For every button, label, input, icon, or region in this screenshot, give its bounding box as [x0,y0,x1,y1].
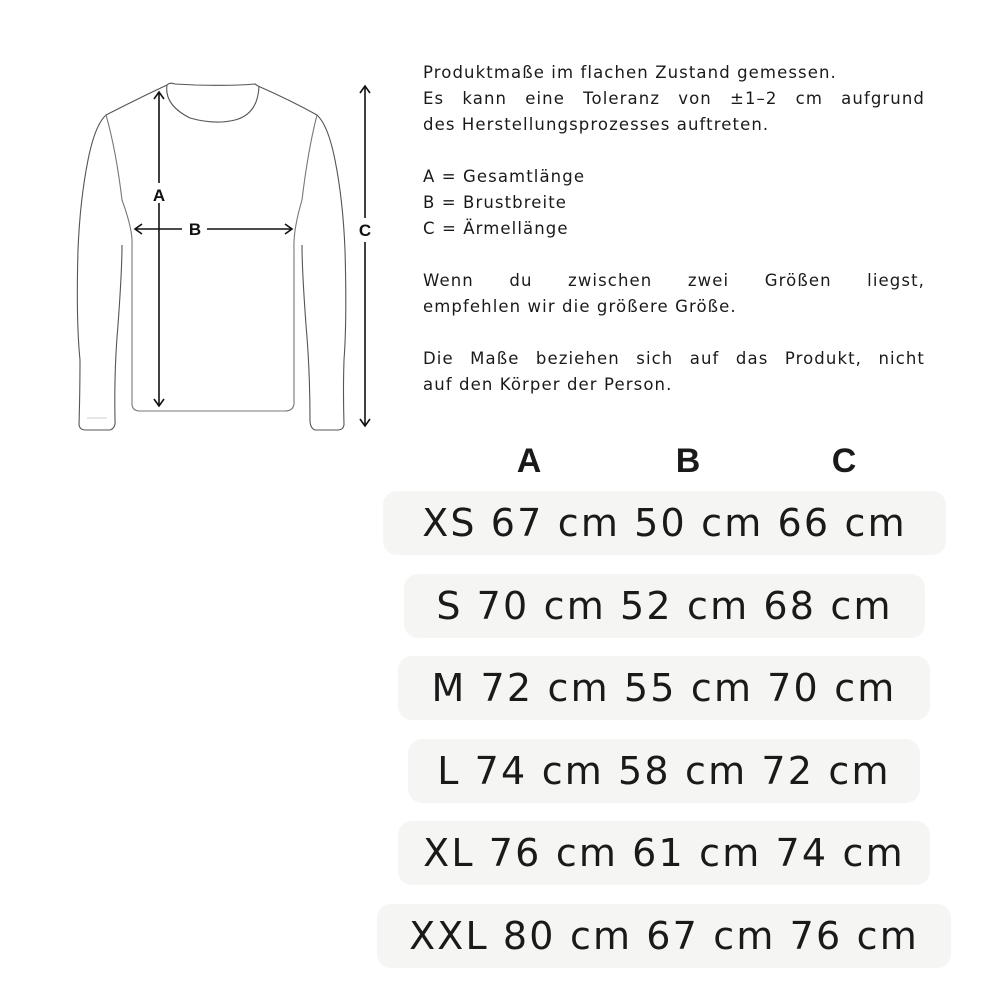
value-c: 74 cm [775,831,905,875]
size-label: XS [422,501,477,545]
value-c: 70 cm [767,666,897,710]
info-line: Die Maße beziehen sich auf das Produkt, nicht [423,349,925,368]
size-table-header [0,442,1000,486]
value-c: 66 cm [777,501,907,545]
table-row-xs [383,491,946,555]
longsleeve-shirt-outline-icon [60,70,400,440]
value-b: 67 cm [646,914,776,958]
table-row-xxl [377,904,951,968]
label-c: C [358,221,372,240]
value-b: 58 cm [618,749,748,793]
value-c: 76 cm [789,914,919,958]
size-diagram [60,70,400,440]
table-row-l [408,739,920,803]
label-b: B [188,220,202,239]
value-a: 80 cm [502,914,633,958]
info-line: Es kann eine Toleranz von ±1–2 cm aufgrund [423,89,925,108]
value-c: 68 cm [763,584,893,628]
info-line: des Herstellungsprozesses auftreten. [423,115,770,134]
value-b: 52 cm [619,584,750,628]
legend-a: A = Gesamtlänge [423,167,586,186]
legend-b: B = Brustbreite [423,193,568,212]
info-paragraph-measurement [423,60,925,138]
info-line: Produktmaße im flachen Zustand gemessen. [423,63,837,82]
value-b: 50 cm [634,501,764,545]
value-b: 55 cm [623,666,754,710]
value-a: 67 cm [490,501,621,545]
size-label: M [431,666,467,710]
value-a: 76 cm [488,831,619,875]
value-a: 70 cm [476,584,606,628]
label-a: A [152,186,166,205]
info-paragraph-product-note [423,346,925,398]
size-label: XXL [409,914,489,958]
value-b: 61 cm [632,831,762,875]
value-a: 74 cm [474,749,605,793]
info-line: auf den Körper der Person. [423,375,673,394]
value-a: 72 cm [480,666,610,710]
size-label: XL [423,831,475,875]
info-legend [423,164,925,242]
column-header-c: C [831,442,857,480]
value-c: 72 cm [761,749,891,793]
legend-c: C = Ärmellänge [423,219,569,238]
table-row-s [404,574,925,638]
table-row-m [398,656,930,720]
measurement-info [423,60,925,424]
table-row-xl [398,821,930,885]
column-header-a: A [516,442,542,480]
info-line: Wenn du zwischen zwei Größen liegst, [423,271,925,290]
info-paragraph-size-advice [423,268,925,320]
size-label: L [437,749,461,793]
info-line: empfehlen wir die größere Größe. [423,297,737,316]
size-label: S [436,584,463,628]
column-header-b: B [675,442,701,480]
